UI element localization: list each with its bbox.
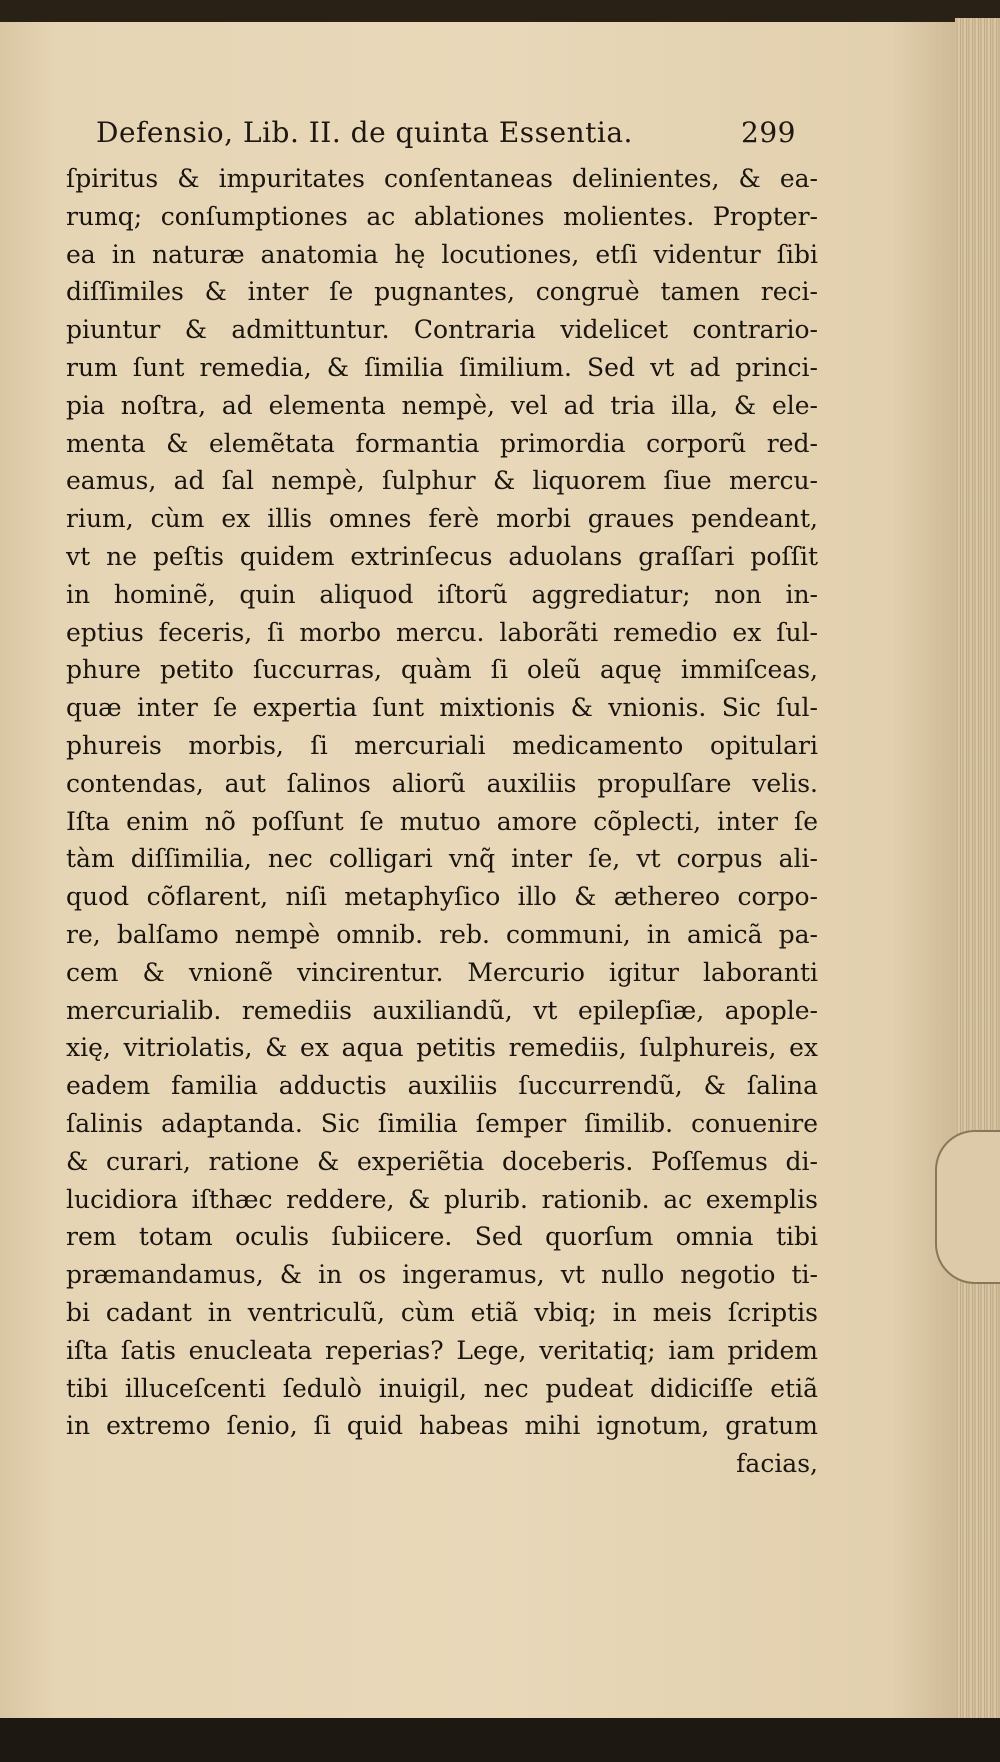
text-line: xię, vitriolatis, & ex aqua petitis remediis, ſulphureis, ex — [66, 1033, 818, 1063]
text-line: eadem familia adductis auxiliis ſuccurrendũ, & ſalina — [66, 1071, 818, 1101]
text-line: rem totam oculis ſubiicere. Sed quorſum omnia tibi — [66, 1222, 818, 1252]
text-line: vt ne peſtis quidem extrinſecus aduolans graſſari poſſit — [66, 541, 818, 571]
page-fore-edge — [955, 18, 1000, 1722]
text-line: rumq; conſumptiones ac ablationes molientes. Propter- — [66, 201, 818, 231]
text-line: phureis morbis, ſi mercuriali medicamento opitulari — [66, 730, 818, 760]
book-page — [0, 22, 968, 1718]
text-line: Iſta enim nõ poſſunt ſe mutuo amore cõplecti, inter ſe — [66, 806, 818, 836]
text-line: tàm diſſimilia, nec colligari vnq̃ inter ſe, vt corpus ali- — [66, 844, 818, 874]
text-line: rum ſunt remedia, & ſimilia ſimilium. Sed vt ad princi- — [66, 352, 818, 382]
text-line: eamus, ad ſal nempè, ſulphur & liquorem ſiue mercu- — [66, 466, 818, 496]
text-line: mercurialib. remediis auxiliandũ, vt epilepſiæ, apople- — [66, 995, 818, 1025]
text-line: in hominẽ, quin aliquod iſtorũ aggrediatur; non in- — [66, 579, 818, 609]
text-line: ſalinis adaptanda. Sic ſimilia ſemper ſimilib. conuenire — [66, 1108, 818, 1138]
text-line: iſta ſatis enucleata reperias? Lege, veritatiq; iam pridem — [66, 1335, 818, 1365]
page-number: 299 — [741, 116, 796, 149]
text-line: piuntur & admittuntur. Contraria videlicet contrario- — [66, 315, 818, 345]
text-line: ſpiritus & impuritates conſentaneas delinientes, & ea- — [66, 164, 818, 193]
text-line: menta & elemẽtata formantia primordia corporũ red- — [66, 428, 818, 458]
text-line: eptius feceris, ſi morbo mercu. laborãti remedio ex ſul- — [66, 617, 818, 647]
thumb-tab — [935, 1130, 1000, 1284]
text-line: tibi illuceſcenti ſedulò inuigil, nec pudeat didiciſſe etiã — [66, 1373, 818, 1403]
page-header — [96, 116, 796, 156]
text-line: diſſimiles & inter ſe pugnantes, congruè tamen reci- — [66, 277, 818, 307]
text-line: præmandamus, & in os ingeramus, vt nullo negotio ti- — [66, 1260, 818, 1290]
text-line: quæ inter ſe expertia ſunt mixtionis & vnionis. Sic ſul- — [66, 693, 818, 723]
text-line: quod cõflarent, niſi metaphyſico illo & æthereo corpo- — [66, 882, 818, 912]
text-line: phure petito ſuccurras, quàm ſi oleũ aquę immiſceas, — [66, 655, 818, 685]
text-line: lucidiora iſthæc reddere, & plurib. rationib. ac exemplis — [66, 1184, 818, 1214]
text-line: contendas, aut ſalinos aliorũ auxiliis propulſare velis. — [66, 768, 818, 798]
text-line: in extremo ſenio, ſi quid habeas mihi ignotum, gratum — [66, 1411, 818, 1441]
text-line: rium, cùm ex illis omnes ferè morbi graues pendeant, — [66, 504, 818, 534]
text-line: bi cadant in ventriculũ, cùm etiã vbiq; in meis ſcriptis — [66, 1297, 818, 1327]
body-text — [66, 160, 818, 1483]
text-line: re, balſamo nempè omnib. reb. communi, in amicã pa- — [66, 919, 818, 949]
text-line: ea in naturæ anatomia hę locutiones, etſi videntur ſibi — [66, 239, 818, 269]
text-line: pia noſtra, ad elementa nempè, vel ad tria illa, & ele- — [66, 390, 818, 420]
text-line: facias, — [736, 1449, 818, 1479]
text-line: & curari, ratione & experiẽtia doceberis. Poſſemus di- — [66, 1146, 818, 1176]
running-head: Defensio, Lib. II. de quinta Essentia. — [96, 116, 633, 149]
scan-background-edge — [0, 1718, 1000, 1762]
text-line: cem & vnionẽ vincirentur. Mercurio igitur laboranti — [66, 957, 818, 987]
